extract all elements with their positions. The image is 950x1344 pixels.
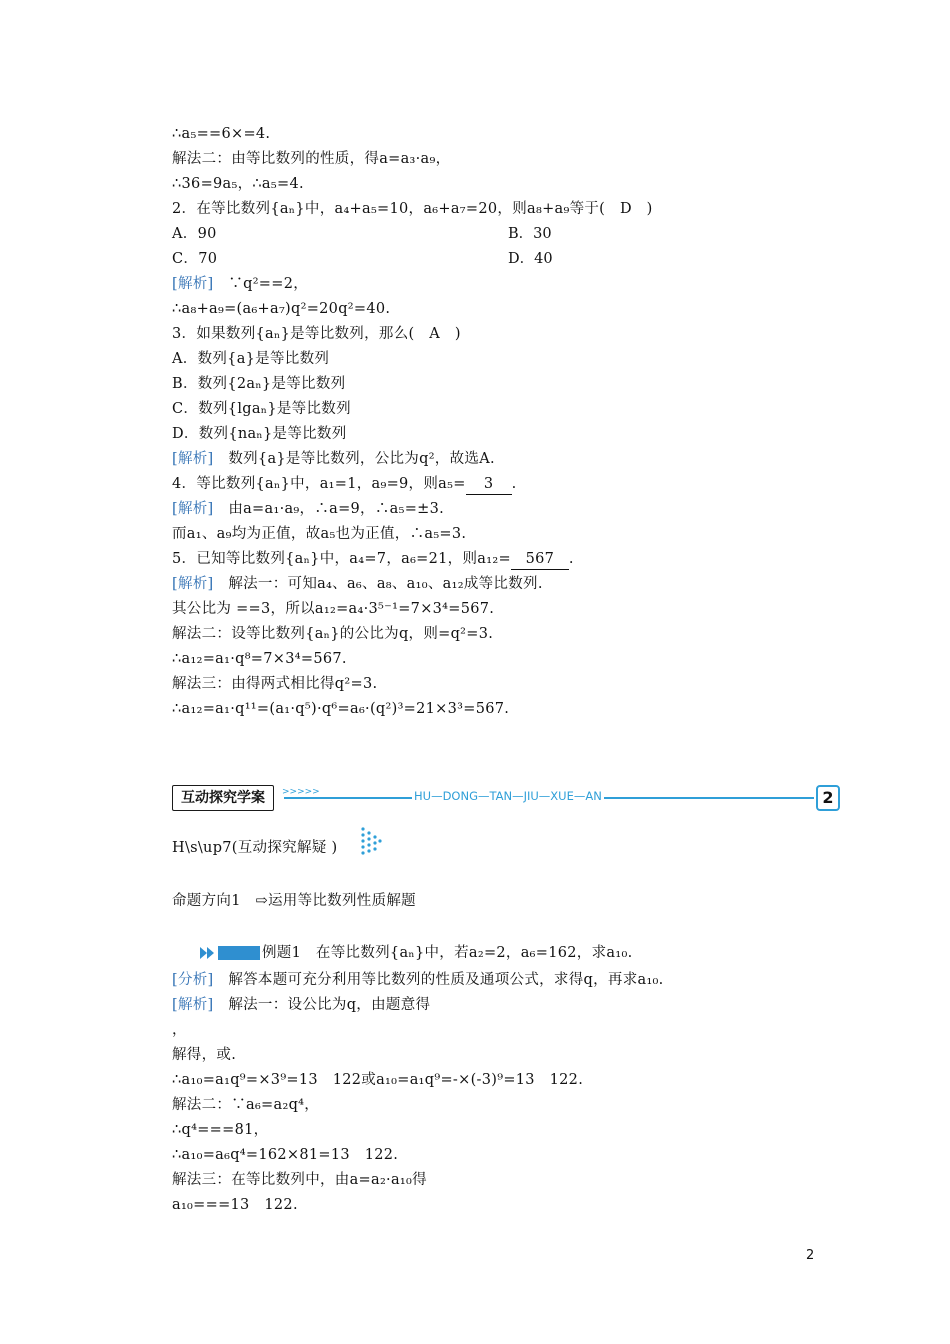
option-d: D．数列{naₙ}是等比数列 <box>172 426 347 442</box>
text-line: 解法三：在等比数列中，由a=a₂·a₁₀得 <box>172 1172 427 1188</box>
analysis-text: 解法一：可知a₄、a₆、a₈、a₁₀、a₁₂成等比数列. <box>213 576 543 592</box>
text-line: ∴36=9a₅，∴a₅=4. <box>172 176 304 192</box>
banner-title: 互动探究学案 <box>172 785 274 811</box>
question-text: 5．已知等比数列{aₙ}中，a₄=7，a₆=21，则a₁₂= <box>172 551 511 567</box>
answer-blank: 567 <box>511 549 569 570</box>
question-end: . <box>511 476 517 492</box>
text-line: a₁₀===13 122. <box>172 1197 298 1213</box>
question-2: 2．在等比数列{aₙ}中，a₄+a₅=10，a₆+a₇=20，则a₈+a₉等于( D ) <box>172 201 653 217</box>
option-c: C．数列{lgaₙ}是等比数列 <box>172 401 351 417</box>
question-4 <box>172 474 517 495</box>
analysis-line <box>172 449 495 469</box>
analysis-line <box>172 995 430 1015</box>
question-text: 4．等比数列{aₙ}中，a₁=1，a₉=9，则a₅= <box>172 476 466 492</box>
section-heading: H\s\up7(互动探究解疑 ) <box>172 840 338 856</box>
example-1: 例题1 在等比数列{aₙ}中，若a₂=2，a₆=162，求a₁₀. <box>262 945 633 961</box>
analysis-tag: [分析] <box>172 972 214 988</box>
analysis-tag: [解析] <box>172 501 214 517</box>
analysis-text: 数列{a}是等比数列，公比为q²，故选A. <box>213 451 495 467</box>
text-line: 其公比为 ==3，所以a₁₂=a₄·3⁵⁻¹=7×3⁴=567. <box>172 601 495 617</box>
question-5 <box>172 549 574 570</box>
banner-pinyin <box>412 789 604 803</box>
section-banner <box>172 785 840 811</box>
analysis-tag: [解析] <box>172 451 214 467</box>
analysis-line <box>172 574 543 594</box>
option-d: D．40 <box>508 251 553 267</box>
analysis-text: ∵q²==2， <box>213 276 309 292</box>
analysis-line <box>172 970 664 990</box>
option-b: B．数列{2aₙ}是等比数列 <box>172 376 346 392</box>
question-end: . <box>568 551 574 567</box>
text-line: ， <box>172 1022 187 1038</box>
banner-arrows: >>>>> <box>282 787 320 797</box>
topic-heading: 命题方向1 ⇨运用等比数列性质解题 <box>172 893 416 909</box>
banner-pinyin-text: HU—DONG—TAN—JIU—XUE—AN <box>414 789 602 803</box>
analysis-line <box>172 499 444 519</box>
text-line: 解法二：∵a₆=a₂q⁴， <box>172 1097 320 1113</box>
text-line: 解法二：由等比数列的性质，得a=a₃·a₉， <box>172 151 451 167</box>
analysis-tag: [解析] <box>172 997 214 1013</box>
option-a: A．数列{a}是等比数列 <box>172 351 330 367</box>
text-line: ∴a₁₀=a₁q⁹=×3⁹=13 122或a₁₀=a₁q⁹=-×(-3)⁹=13 122. <box>172 1072 584 1088</box>
analysis-text: 解答本题可充分利用等比数列的性质及通项公式，求得q，再求a₁₀. <box>213 972 664 988</box>
banner-number: 2 <box>816 785 840 811</box>
analysis-line <box>172 274 308 294</box>
example-marker-bar <box>218 946 260 960</box>
dotted-arrow-icon <box>360 826 382 856</box>
text-line: 解法三：由得两式相比得q²=3. <box>172 676 378 692</box>
text-line: 而a₁、a₉均为正值，故a₅也为正值，∴a₅=3. <box>172 526 467 542</box>
option-a: A．90 <box>172 226 217 242</box>
analysis-text: 解法一：设公比为q，由题意得 <box>213 997 431 1013</box>
text-line: ∴a₁₂=a₁·q⁸=7×3⁴=567. <box>172 651 347 667</box>
question-3: 3．如果数列{aₙ}是等比数列，那么( A ) <box>172 326 461 342</box>
text-line: ∴a₁₀=a₆q⁴=162×81=13 122. <box>172 1147 399 1163</box>
text-line: ∴a₁₂=a₁·q¹¹=(a₁·q⁵)·q⁶=a₆·(q²)³=21×3³=567. <box>172 701 510 717</box>
text-line: ∴a₅==6×=4. <box>172 126 271 142</box>
option-c: C．70 <box>172 251 218 267</box>
analysis-text: 由a=a₁·a₉，∴a=9，∴a₅=±3. <box>213 501 445 517</box>
text-line: ∴a₈+a₉=(a₆+a₇)q²=20q²=40. <box>172 301 391 317</box>
text-line: 解法二：设等比数列{aₙ}的公比为q，则=q²=3. <box>172 626 494 642</box>
text-line: 解得，或. <box>172 1047 237 1063</box>
fast-forward-icon <box>200 946 216 960</box>
analysis-tag: [解析] <box>172 576 214 592</box>
option-b: B．30 <box>508 226 552 242</box>
analysis-tag: [解析] <box>172 276 214 292</box>
text-line: ∴q⁴===81， <box>172 1122 269 1138</box>
answer-blank: 3 <box>466 474 512 495</box>
page-number: 2 <box>806 1248 815 1263</box>
